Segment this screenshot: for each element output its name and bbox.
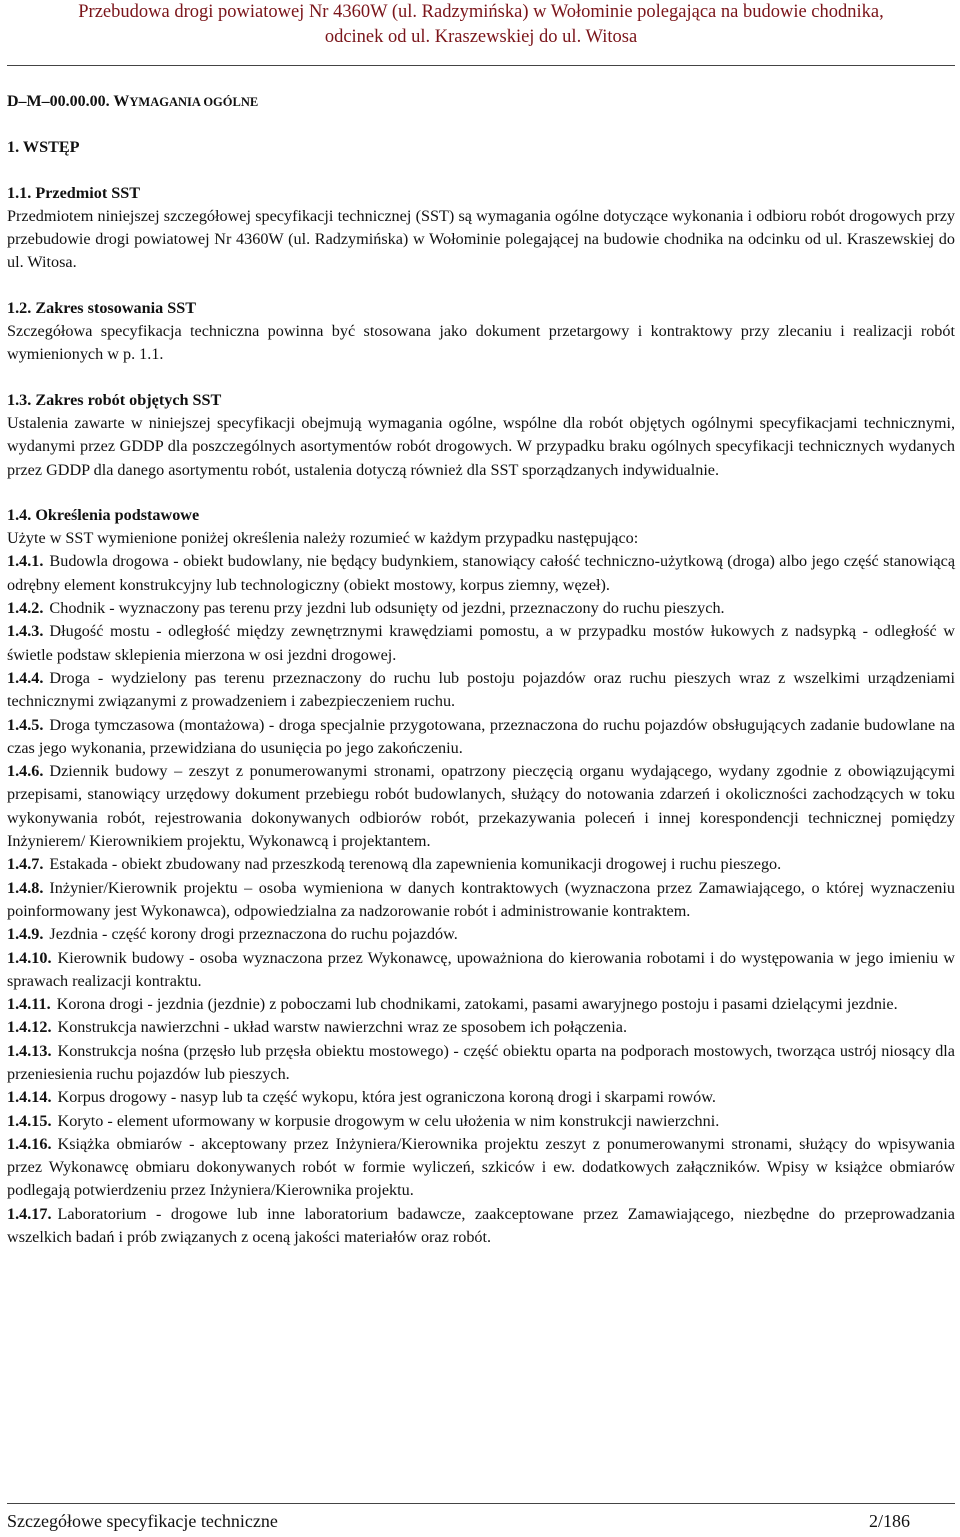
definition-number: 1.4.2. — [7, 599, 44, 618]
running-header — [7, 0, 955, 50]
definition-item — [7, 993, 955, 1016]
definition-number: 1.4.17. — [7, 1204, 52, 1223]
definition-text: Konstrukcja nawierzchni - układ warstw nawierzchni wraz ze sposobem ich połączenia. — [57, 1018, 627, 1037]
definition-item — [7, 597, 955, 620]
document-code-title — [7, 90, 955, 114]
definition-item — [7, 667, 955, 714]
section-text: Przedmiotem niniejszej szczegółowej specyfikacji technicznej (SST) są wymagania ogólne dotyczące wykonania i odbioru robót drogowych przy przebudowie drogi powiatowej Nr 4360W (ul. Radzymińska) w Wołominie polegającej na budowie chodnika na odcinku od ul. Kraszewskiej do ul. Witosa. — [7, 206, 955, 272]
definition-number: 1.4.12. — [7, 1018, 52, 1037]
header-line-1: Przebudowa drogi powiatowej Nr 4360W (ul. Radzymińska) w Wołominie polegająca na budowie chodnika, — [78, 2, 884, 22]
section-title: 1.1. Przedmiot SST — [7, 183, 141, 202]
definition-text: Książka obmiarów - akceptowany przez Inżyniera/Kierownika projektu zeszyt z ponumerowanymi stronami, służący do wpisywania przez Wykonawcę obmiaru dokonywanych robót w formie wyliczeń, szkiców i ew. dodatkowych załączników. Wpisy w książce obmiarów podlegają potwierdzeniu przez Inżyniera/Kierownika projektu. — [7, 1134, 955, 1200]
section-title: 1.2. Zakres stosowania SST — [7, 298, 197, 317]
definition-text: Droga tymczasowa (montażowa) - droga specjalnie przygotowana, przeznaczona do ruchu pojazdów obsługujących zadanie budowlane na czas jego wykonania, przewidziana do usunięcia po jego zakończeniu. — [7, 715, 955, 757]
section-1-3 — [7, 389, 955, 482]
section-1-2 — [7, 297, 955, 367]
definition-item — [7, 550, 955, 597]
footer-divider — [7, 1503, 955, 1504]
definition-item — [7, 1133, 955, 1203]
definition-text: Kierownik budowy - osoba wyznaczona przez Wykonawcę, upoważniona do kierowania robotami i do występowania w jego imieniu w sprawach realizacji kontraktu. — [7, 948, 955, 990]
definition-item — [7, 1040, 955, 1087]
definition-number: 1.4.1. — [7, 552, 44, 571]
document-body — [7, 90, 955, 1271]
definitions-intro: Użyte w SST wymienione poniżej określenia należy rozumieć w każdym przypadku następująco: — [7, 529, 639, 548]
definition-text: Dziennik budowy – zeszyt z ponumerowanymi stronami, opatrzony pieczęcią organu wydającego, wydany zgodnie z obowiązującymi przepisami, stanowiący urzędowy dokument przebiegu robót budowlanych, służący do notowania zdarzeń i okoliczności zachodzących w toku wykonywania robót, rejestrowania dokonywanych odbiorów robót, przekazywania poleceń i innej korespondencji technicznej pomiędzy Inżynierem/ Kierownikiem projektu, Wykonawcą i projektantem. — [7, 762, 955, 851]
definition-number: 1.4.7. — [7, 855, 44, 874]
section-1-4 — [7, 504, 955, 1250]
definition-text: Chodnik - wyznaczony pas terenu przy jezdni lub odsunięty od jezdni, przeznaczony do ruchu pieszych. — [49, 599, 725, 618]
definition-text: Estakada - obiekt zbudowany nad przeszkodą terenową dla zapewnienia komunikacji drogowej i ruchu pieszego. — [49, 855, 782, 874]
definition-item — [7, 853, 955, 876]
definition-item — [7, 947, 955, 994]
definition-text: Laboratorium - drogowe lub inne laboratorium badawcze, zaakceptowane przez Zamawiającego, niezbędne do przeprowadzania wszelkich badań i prób związanych z oceną jakości materiałów oraz robót. — [7, 1204, 955, 1247]
definition-item — [7, 877, 955, 924]
definitions-list — [7, 550, 955, 1249]
definition-number: 1.4.11. — [7, 995, 51, 1014]
definition-item — [7, 1086, 955, 1109]
definition-number: 1.4.8. — [7, 878, 44, 897]
definition-item — [7, 714, 955, 761]
document-page — [7, 0, 955, 1537]
definition-number: 1.4.13. — [7, 1041, 52, 1060]
definition-text: Koryto - element uformowany w korpusie drogowym w celu ułożenia w nim konstrukcji nawierzchni. — [57, 1111, 720, 1130]
chapter-heading: 1. WSTĘP — [7, 138, 80, 157]
definition-number: 1.4.6. — [7, 762, 44, 781]
definition-text: Korpus drogowy - nasyp lub ta część wykopu, która jest ograniczona koroną drogi i skarpami rowów. — [57, 1088, 716, 1107]
page-number: 2/186 — [868, 1511, 910, 1531]
definition-item — [7, 1203, 955, 1250]
footer-title: Szczegółowe specyfikacje techniczne — [7, 1511, 278, 1531]
section-text: Szczegółowa specyfikacja techniczna powinna być stosowana jako dokument przetargowy i kontraktowy przy zlecaniu i realizacji robót wymienionych w p. 1.1. — [7, 322, 955, 364]
definition-text: Długość mostu - odległość między zewnętrznymi krawędziami pomostu, a w przypadku mostów łukowych z nadsypką - odległość w świetle podstaw sklepienia mierzona w osi jezdni drogowej. — [7, 622, 955, 664]
section-title: 1.4. Określenia podstawowe — [7, 505, 200, 524]
definition-text: Korona drogi - jezdnia (jezdnie) z poboczami lub chodnikami, zatokami, pasami awaryjnego postoju i pasami dzielącymi jezdnie. — [56, 995, 898, 1014]
header-divider — [7, 65, 955, 66]
definition-number: 1.4.14. — [7, 1088, 52, 1107]
definition-item — [7, 620, 955, 667]
document-title-smallcaps: YMAGANIA OGÓLNE — [129, 95, 259, 109]
definition-text: Jezdnia - część korony drogi przeznaczona do ruchu pojazdów. — [49, 925, 458, 944]
document-code: D–M–00.00.00. W — [7, 93, 130, 110]
definition-item — [7, 923, 955, 946]
definition-text: Inżynier/Kierownik projektu – osoba wymieniona w danych kontraktowych (wyznaczona przez Zamawiającego, o której wyznaczeniu poinformowany jest Wykonawca), odpowiedzialna za nadzorowanie robót i administrowanie kontraktem. — [7, 878, 955, 920]
running-footer — [7, 1508, 955, 1534]
definition-text: Droga - wydzielony pas terenu przeznaczony do ruchu lub postoju pojazdów oraz ruchu pieszych wraz z wszelkimi urządzeniami technicznymi związanymi z prowadzeniem i zabezpieczeniem ruchu. — [7, 668, 955, 711]
definition-number: 1.4.10. — [7, 948, 52, 967]
section-title: 1.3. Zakres robót objętych SST — [7, 390, 222, 409]
section-text: Ustalenia zawarte w niniejszej specyfikacji obejmują wymagania ogólne, wspólne dla robót objętych ogólnymi specyfikacjami technicznymi, wydanymi przez GDDP dla poszczególnych asortymentów robót drogowych. W przypadku braku ogólnych specyfikacji technicznych wydanych przez GDDP dla danego asortymentu robót, ustalenia dotyczą również dla SST sporządzanych indywidualnie. — [7, 413, 955, 479]
definition-item — [7, 760, 955, 853]
definition-item — [7, 1110, 955, 1133]
section-1-1 — [7, 182, 955, 275]
definition-number: 1.4.16. — [7, 1134, 52, 1153]
definition-number: 1.4.3. — [7, 622, 44, 641]
header-line-2: odcinek od ul. Kraszewskiej do ul. Witosa — [324, 27, 638, 47]
definition-text: Konstrukcja nośna (przęsło lub przęsła obiektu mostowego) - część obiektu oparta na podporach mostowych, tworząca ustrój niosący dla przeniesienia ruchu pojazdów lub pieszych. — [7, 1041, 955, 1083]
definition-number: 1.4.4. — [7, 668, 44, 687]
definition-number: 1.4.5. — [7, 715, 44, 734]
definition-item — [7, 1016, 955, 1039]
definition-text: Budowla drogowa - obiekt budowlany, nie będący budynkiem, stanowiący całość techniczno-użytkową (droga) albo jego część stanowiącą odrębny element konstrukcyjny lub technologiczny (obiekt mostowy, korpus ziemny, węzeł). — [7, 552, 955, 594]
definition-number: 1.4.9. — [7, 925, 44, 944]
definition-number: 1.4.15. — [7, 1111, 52, 1130]
